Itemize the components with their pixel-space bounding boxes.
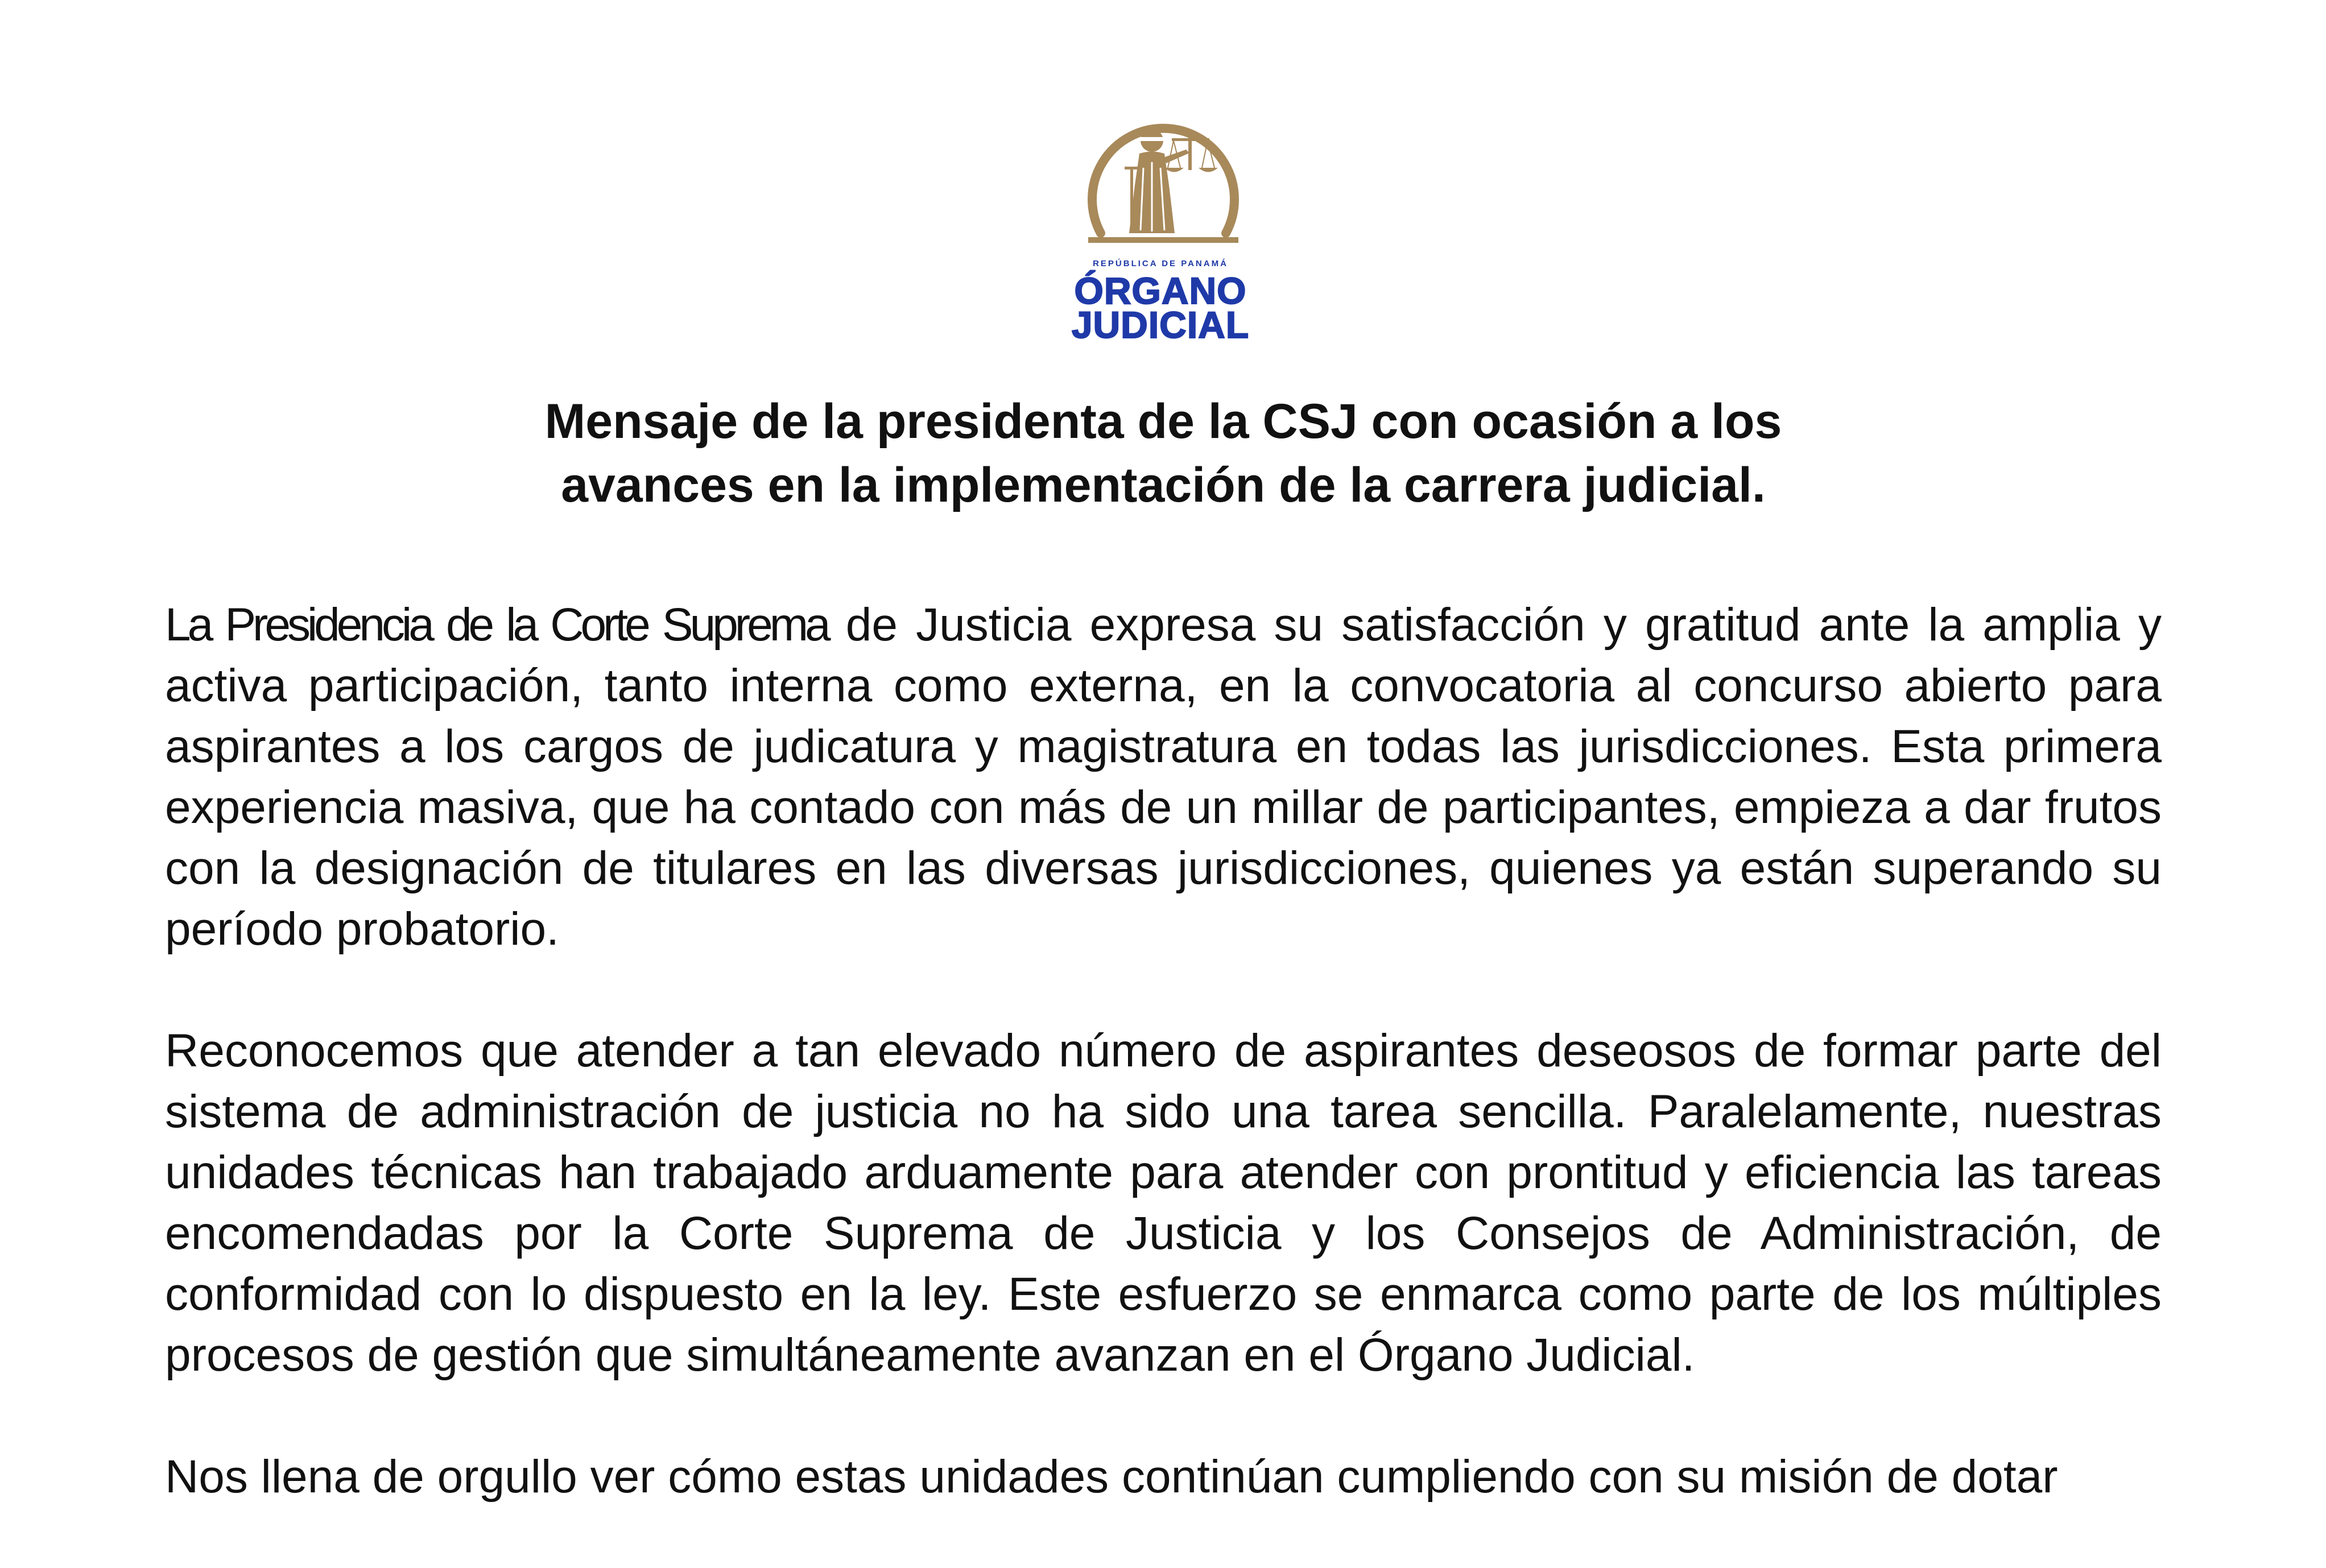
paragraph-3: Nos llena de orgullo ver cómo estas unidades continúan cumpliendo con su misión de dotar	[165, 1451, 2058, 1503]
document-title	[341, 390, 1985, 517]
document-body	[165, 594, 2162, 1568]
paragraph-1	[165, 594, 2162, 959]
paragraph-1-text: de Justicia expresa su satisfacción y gratitud ante la amplia y activa participación, tanto interna como externa, en la convocatoria al concurso abierto para aspirantes a los cargos de judicatura y magistratura en todas las jurisdicciones. Esta primera experiencia masiva, que ha contado con más de un millar de participantes, empieza a dar frutos con la designación de titulares en las diversas jurisdicciones, quienes ya están superando su período probatorio.	[165, 599, 2162, 955]
title-line-2: avances en la implementación de la carrera judicial.	[561, 458, 1766, 512]
organo-judicial-logo	[1069, 105, 1257, 344]
paragraph-1-lead: La Presidencia de la Corte Suprema	[165, 599, 828, 651]
lady-justice-icon	[1078, 105, 1249, 253]
logo-judicial-text: JUDICIAL	[1071, 304, 1250, 346]
logo-organo-text: ÓRGANO	[1074, 270, 1247, 312]
paragraph-2: Reconocemos que atender a tan elevado número de aspirantes deseosos de formar parte del sistema de administración de justicia no ha sido una tarea sencilla. Paralelamente, nuestras unidades técnicas han trabajado arduamente para atender con prontitud y eficiencia las tareas encomendadas por la Corte Suprema de Justicia y los Consejos de Administración, de conformidad con lo dispuesto en la ley. Este esfuerzo se enmarca como parte de los múltiples procesos de gestión que simultáneamente avanzan en el Órgano Judicial.	[165, 1025, 2162, 1381]
logo-country-text: REPÚBLICA DE PANAMÁ	[1093, 259, 1228, 268]
title-line-1: Mensaje de la presidenta de la CSJ con ocasión a los	[544, 394, 1782, 449]
